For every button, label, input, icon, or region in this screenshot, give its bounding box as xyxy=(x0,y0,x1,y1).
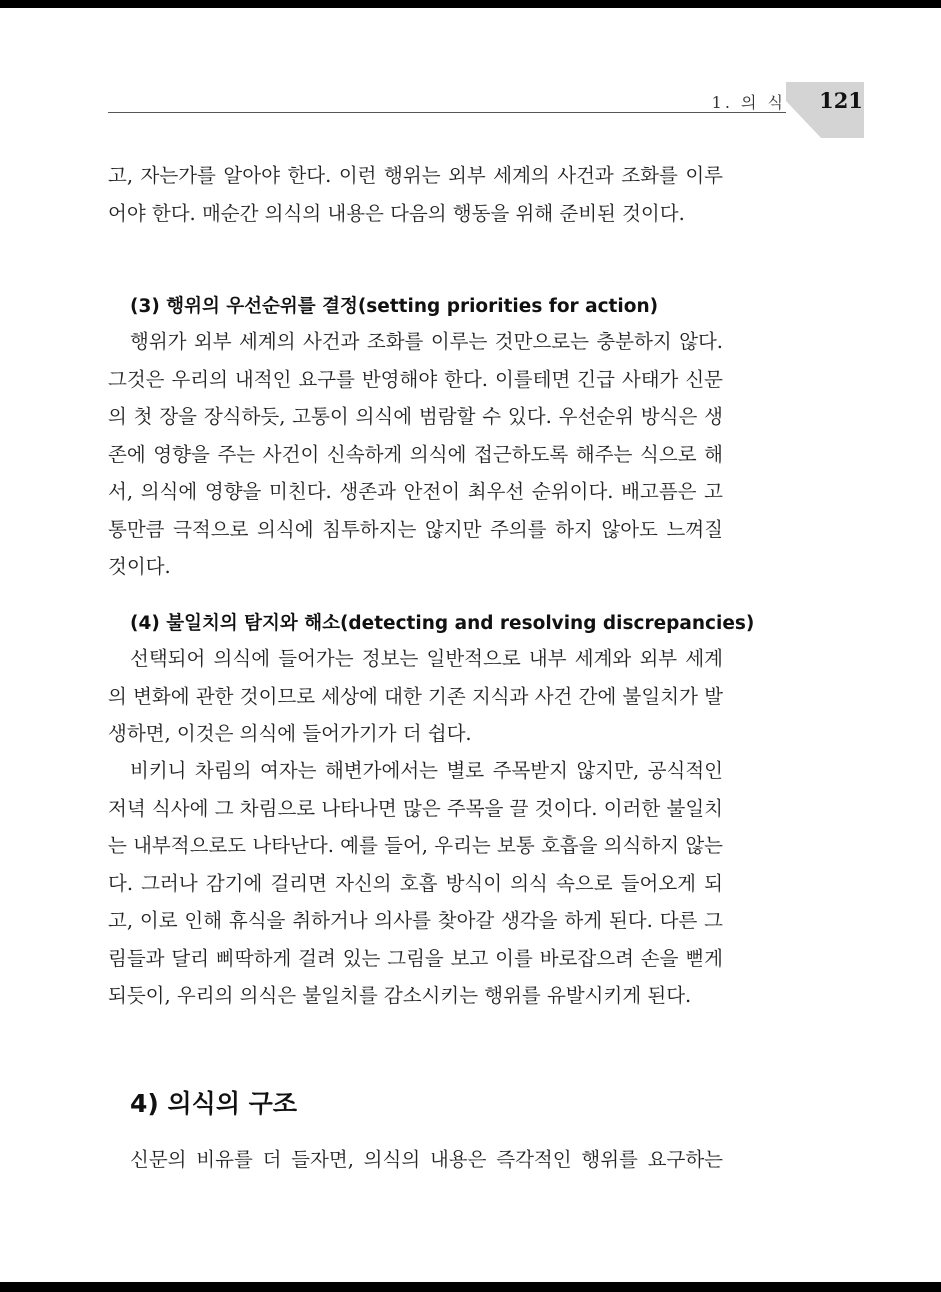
paragraph-priorities: 행위가 외부 세계의 사건과 조화를 이루는 것만으로는 충분하지 않다. 그것은 우리의 내적인 요구를 반영해야 한다. 이를테면 긴급 사태가 신문의 첫 장을 장식하듯, 고통이 의식에 범람할 수 있다. 우선순위 방식은 생존에 영향을 주는 사건이 신속하게 의식에 접근하도록 해주는 식으로 해서, 의식에 영향을 미친다. 생존과 안전이 최우선 순위이다. 배고픔은 고통만큼 극적으로 의식에 침투하지는 않지만 주의를 하지 않아도 느껴질 것이다. xyxy=(108,330,723,578)
top-border xyxy=(0,0,941,8)
header-rule xyxy=(108,112,786,113)
running-head: 1. 의 식 xyxy=(711,93,786,112)
subheading-priorities: (3) 행위의 우선순위를 결정(setting priorities for action) xyxy=(130,296,659,317)
page-number: 121 xyxy=(819,88,863,113)
paragraph-structure: 신문의 비유를 더 들자면, 의식의 내용은 즉각적인 행위를 요구하는 xyxy=(130,1148,723,1171)
paragraph-discrepancies: 선택되어 의식에 들어가는 정보는 일반적으로 내부 세계와 외부 세계의 변화에 관한 것이므로 세상에 대한 기존 지식과 사건 간에 불일치가 발생하면, 이것은 의식에 들어가기가 더 쉽다. xyxy=(108,647,723,745)
paragraph-bikini-example: 비키니 차림의 여자는 해변가에서는 별로 주목받지 않지만, 공식적인 저녁 식사에 그 차림으로 나타나면 많은 주목을 끌 것이다. 이러한 불일치는 내부적으로도 나타난다. 예를 들어, 우리는 보통 호흡을 의식하지 않는다. 그러나 감기에 걸리면 자신의 호흡 방식이 의식 속으로 들어오게 되고, 이로 인해 휴식을 취하거나 의사를 찾아갈 생각을 하게 된다. 다른 그림들과 달리 삐딱하게 걸려 있는 그림을 보고 이를 바로잡으려 손을 뻗게 되듯이, 우리의 의식은 불일치를 감소시키는 행위를 유발시키게 된다. xyxy=(108,759,723,1007)
section-heading: 4) 의식의 구조 xyxy=(130,1089,297,1118)
paragraph-intro: 고, 자는가를 알아야 한다. 이런 행위는 외부 세계의 사건과 조화를 이루어야 한다. 매순간 의식의 내용은 다음의 행동을 위해 준비된 것이다. xyxy=(108,164,723,225)
subheading-discrepancies: (4) 불일치의 탐지와 해소(detecting and resolving discrepancies) xyxy=(130,613,755,634)
bottom-border xyxy=(0,1282,941,1292)
